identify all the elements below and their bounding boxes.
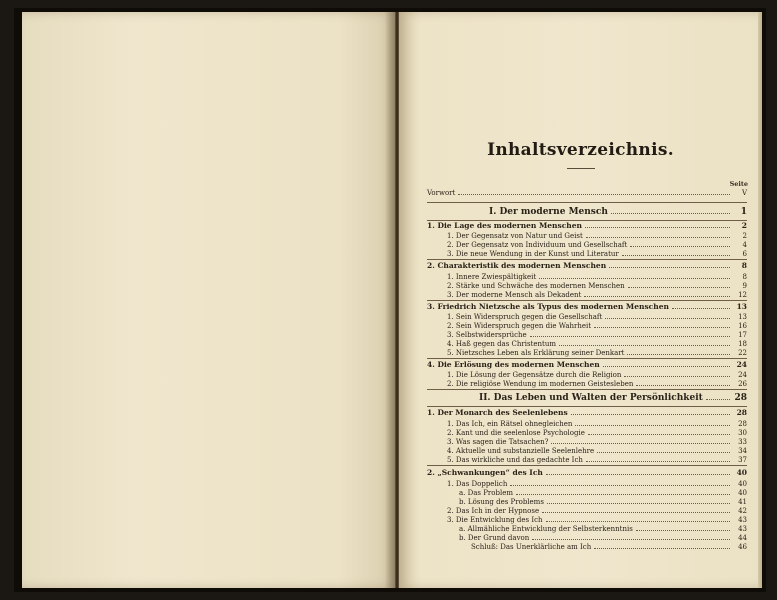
toc-section xyxy=(427,408,747,417)
leader-dots xyxy=(603,360,730,367)
toc-page-number: 22 xyxy=(738,349,747,357)
leader-dots xyxy=(586,455,730,462)
toc-page-number: 12 xyxy=(738,291,747,299)
leader-dots xyxy=(546,515,730,522)
leader-dots xyxy=(611,207,730,214)
open-book xyxy=(14,8,766,592)
leader-dots xyxy=(516,488,730,495)
toc-item-label: 2. Die religiöse Wendung im modernen Geistesleben xyxy=(447,380,634,388)
toc-item xyxy=(447,455,747,465)
toc-page-number: 24 xyxy=(738,371,747,379)
toc-item-label: 3. Was sagen die Tatsachen? xyxy=(447,438,549,446)
toc-section xyxy=(427,261,747,270)
divider xyxy=(427,259,747,260)
toc-item xyxy=(471,542,747,552)
toc-page-number: 6 xyxy=(742,250,747,258)
toc-page-number: 9 xyxy=(742,282,747,290)
leader-dots xyxy=(539,272,730,279)
leader-dots xyxy=(636,524,730,531)
toc-page-number: 46 xyxy=(738,543,747,551)
toc-page-number: 42 xyxy=(738,507,747,515)
leader-dots xyxy=(594,542,730,549)
toc-page-number: 28 xyxy=(734,393,747,403)
toc-part xyxy=(489,207,747,218)
toc-page-number: V xyxy=(741,189,747,197)
toc-page-number: 13 xyxy=(738,313,747,321)
toc-item-label: b. Lösung des Problems xyxy=(459,498,544,506)
toc-part-label: II. Das Leben und Walten der Persönlichkeit xyxy=(479,393,703,403)
toc-page-number: 26 xyxy=(738,380,747,388)
toc-page-number: 33 xyxy=(738,438,747,446)
divider xyxy=(427,358,747,359)
leader-dots xyxy=(588,428,730,435)
leader-dots xyxy=(532,533,730,540)
leader-dots xyxy=(542,506,730,513)
toc-item-label: 1. Die Lösung der Gegensätze durch die Religion xyxy=(447,371,622,379)
leader-dots xyxy=(627,348,730,355)
toc-item-label: a. Allmähliche Entwicklung der Selbsterkenntnis xyxy=(459,525,633,533)
toc-page-number: 30 xyxy=(738,429,747,437)
toc-item-label: 2. Sein Widerspruch gegen die Wahrheit xyxy=(447,322,592,330)
toc-page-number: 17 xyxy=(738,331,747,339)
toc-section-label: 4. Die Erlösung des modernen Menschen xyxy=(427,360,600,369)
leader-dots xyxy=(546,468,730,475)
toc-item-label: 4. Aktuelle und substanzielle Seelenlehre xyxy=(447,447,595,455)
toc-item-label: 2. Kant und die seelenlose Psychologie xyxy=(447,429,585,437)
toc-page-number: 1 xyxy=(740,207,747,217)
toc-page-number: 34 xyxy=(738,447,747,455)
toc-item-label: 5. Nietzsches Leben als Erklärung seiner Denkart xyxy=(447,349,625,357)
table-of-contents xyxy=(399,12,762,588)
toc-section-label: 2. „Schwankungen“ des Ich xyxy=(427,468,543,477)
toc-page-number: 18 xyxy=(738,340,747,348)
toc-item xyxy=(447,348,747,358)
leader-dots xyxy=(597,446,730,453)
toc-page-number: 43 xyxy=(738,516,747,524)
toc-page-number: 40 xyxy=(736,468,747,477)
toc-page-number: 8 xyxy=(742,273,747,281)
toc-item-label: Schluß: Das Unerklärliche am Ich xyxy=(471,543,592,551)
divider xyxy=(427,406,747,407)
toc-item xyxy=(447,290,747,300)
divider xyxy=(427,202,747,203)
toc-item-label: 4. Haß gegen das Christentum xyxy=(447,340,556,348)
toc-item-label: 2. Stärke und Schwäche des modernen Menschen xyxy=(447,282,625,290)
toc-part xyxy=(479,393,747,404)
leader-dots xyxy=(609,261,730,268)
toc-page-number: 28 xyxy=(736,408,747,417)
toc-entry-label: Vorwort xyxy=(427,189,456,197)
toc-entry-vorwort xyxy=(427,188,747,198)
leader-dots xyxy=(551,437,730,444)
toc-section xyxy=(427,360,747,369)
leader-dots xyxy=(636,379,730,386)
page-edge xyxy=(758,12,762,588)
right-page xyxy=(399,12,762,588)
toc-page-number: 41 xyxy=(738,498,747,506)
toc-item-label: 2. Der Gegensatz von Individuum und Gesellschaft xyxy=(447,241,628,249)
toc-item-label: 1. Sein Widerspruch gegen die Gesellschaft xyxy=(447,313,603,321)
leader-dots xyxy=(575,419,730,426)
toc-item-label: 5. Das wirkliche und das gedachte Ich xyxy=(447,456,583,464)
toc-page-number: 16 xyxy=(738,322,747,330)
toc-item xyxy=(447,379,747,389)
toc-section xyxy=(427,221,747,230)
toc-page-number: 43 xyxy=(738,525,747,533)
divider xyxy=(427,300,747,301)
toc-section xyxy=(427,468,747,477)
toc-item-label: 3. Die Entwicklung des Ich xyxy=(447,516,543,524)
leader-dots xyxy=(585,221,730,228)
toc-section-label: 1. Die Lage des modernen Menschen xyxy=(427,221,582,230)
toc-page-number: 2 xyxy=(742,232,747,240)
leader-dots xyxy=(458,188,730,195)
leader-dots xyxy=(672,302,730,309)
toc-item-label: 1. Das Doppelich xyxy=(447,480,508,488)
leader-dots xyxy=(584,290,730,297)
toc-page-number: 44 xyxy=(738,534,747,542)
leader-dots xyxy=(530,330,730,337)
toc-item-label: a. Das Problem xyxy=(459,489,513,497)
toc-page-number: 8 xyxy=(741,261,747,270)
toc-page-number: 37 xyxy=(738,456,747,464)
leader-dots xyxy=(547,497,730,504)
toc-page-number: 40 xyxy=(738,489,747,497)
leader-dots xyxy=(628,281,730,288)
toc-page-number: 13 xyxy=(736,302,747,311)
toc-page-number: 2 xyxy=(741,221,747,230)
page-title: Inhaltsverzeichnis. xyxy=(487,140,674,160)
toc-section-label: 2. Charakteristik des modernen Menschen xyxy=(427,261,607,270)
divider xyxy=(427,465,747,466)
leader-dots xyxy=(586,231,730,238)
toc-page-number: 24 xyxy=(736,360,747,369)
leader-dots xyxy=(624,370,730,377)
toc-item-label: 2. Das Ich in der Hypnose xyxy=(447,507,540,515)
toc-page-number: 28 xyxy=(738,420,747,428)
page-gutter-shadow xyxy=(385,12,395,588)
page-column-header: Seite xyxy=(729,180,748,188)
leader-dots xyxy=(706,393,730,400)
toc-item-label: 1. Das Ich, ein Rätsel ohnegleichen xyxy=(447,420,573,428)
toc-item-label: b. Der Grund davon xyxy=(459,534,530,542)
toc-section xyxy=(427,302,747,311)
leader-dots xyxy=(622,249,730,256)
toc-section-label: 3. Friedrich Nietzsche als Typus des modernen Menschen xyxy=(427,302,669,311)
divider xyxy=(427,389,747,390)
toc-item-label: 3. Die neue Wendung in der Kunst und Literatur xyxy=(447,250,619,258)
leader-dots xyxy=(605,312,730,319)
toc-item-label: 1. Innere Zwiespältigkeit xyxy=(447,273,537,281)
toc-item-label: 3. Der moderne Mensch als Dekadent xyxy=(447,291,582,299)
leader-dots xyxy=(559,339,730,346)
toc-section-label: 1. Der Monarch des Seelenlebens xyxy=(427,408,568,417)
toc-page-number: 4 xyxy=(742,241,747,249)
toc-part-label: I. Der moderne Mensch xyxy=(489,207,608,217)
toc-item-label: 3. Selbstwidersprüche xyxy=(447,331,527,339)
leader-dots xyxy=(630,240,730,247)
toc-item-label: 1. Der Gegensatz von Natur und Geist xyxy=(447,232,583,240)
toc-item xyxy=(447,249,747,259)
left-page xyxy=(22,12,395,588)
leader-dots xyxy=(510,479,730,486)
toc-page-number: 40 xyxy=(738,480,747,488)
leader-dots xyxy=(594,321,730,328)
leader-dots xyxy=(571,408,730,415)
